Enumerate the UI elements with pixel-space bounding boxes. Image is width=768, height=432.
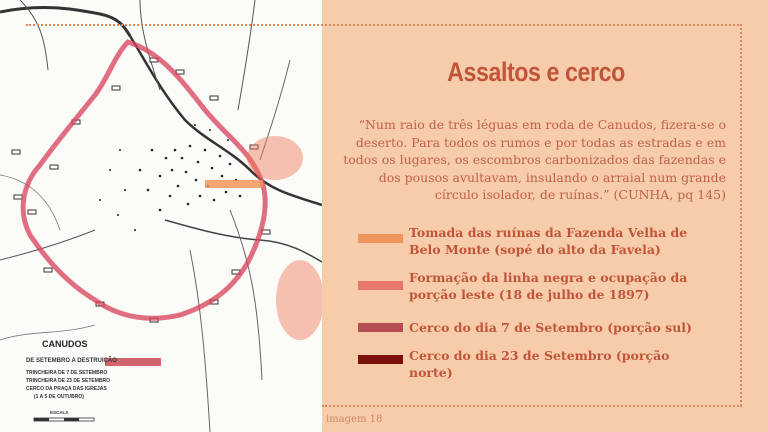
slide-quote: “Num raio de três léguas em roda de Canudos, fizera-se o deserto. Para todos os rumos e por todas as estradas e em todos os lugares, os escombros carbonizados das fazendas e dos pousos avultavam, insulando o arraial num grande círculo isolador, de ruínas.” (CUNHA, pq 145) bbox=[343, 117, 726, 203]
map-scale-bar bbox=[34, 418, 94, 421]
map-title: CANUDOS bbox=[42, 339, 88, 349]
slide-title: Assaltos e cerco bbox=[447, 57, 625, 87]
legend-swatch bbox=[358, 355, 403, 364]
historic-map bbox=[0, 0, 322, 432]
frame-bottom-border bbox=[322, 405, 742, 407]
map-legend-line-4: (1 A 5 DE OUTUBRO) bbox=[34, 394, 84, 400]
legend-item-fazenda-velha bbox=[358, 224, 698, 260]
legend-label: Formação da linha negra e ocupação da porção leste (18 de julho de 1897) bbox=[409, 270, 688, 302]
legend-item-cerco-23-setembro bbox=[358, 347, 698, 383]
map-subtitle: DE SETEMBRO A DESTRUIÇÃO bbox=[26, 358, 117, 364]
map-drawing bbox=[0, 0, 322, 432]
map-legend-line-1: TRINCHEIRA DE 7 DE SETEMBRO bbox=[26, 370, 108, 376]
map-legend-line-2: TRINCHEIRA DE 23 DE SETEMBRO bbox=[26, 378, 110, 384]
legend-swatch bbox=[358, 323, 403, 332]
legend-label: Cerco do dia 23 de Setembro (porção norte) bbox=[409, 348, 670, 380]
frame-right-border bbox=[740, 24, 742, 406]
map-scale-label: ESCALA bbox=[50, 410, 69, 415]
legend-swatch bbox=[358, 234, 403, 243]
image-caption: imagem 18 bbox=[326, 414, 383, 425]
legend-swatch bbox=[358, 281, 403, 290]
legend-item-linha-negra bbox=[358, 269, 698, 305]
legend-label: Tomada das ruínas da Fazenda Velha de Belo Monte (sopé do alto da Favela) bbox=[409, 225, 688, 257]
map-legend-line-3: CERCO DA PRAÇA DAS IGREJAS bbox=[26, 386, 107, 392]
legend-label: Cerco do dia 7 de Setembro (porção sul) bbox=[409, 320, 692, 335]
frame-top-border bbox=[26, 24, 742, 26]
